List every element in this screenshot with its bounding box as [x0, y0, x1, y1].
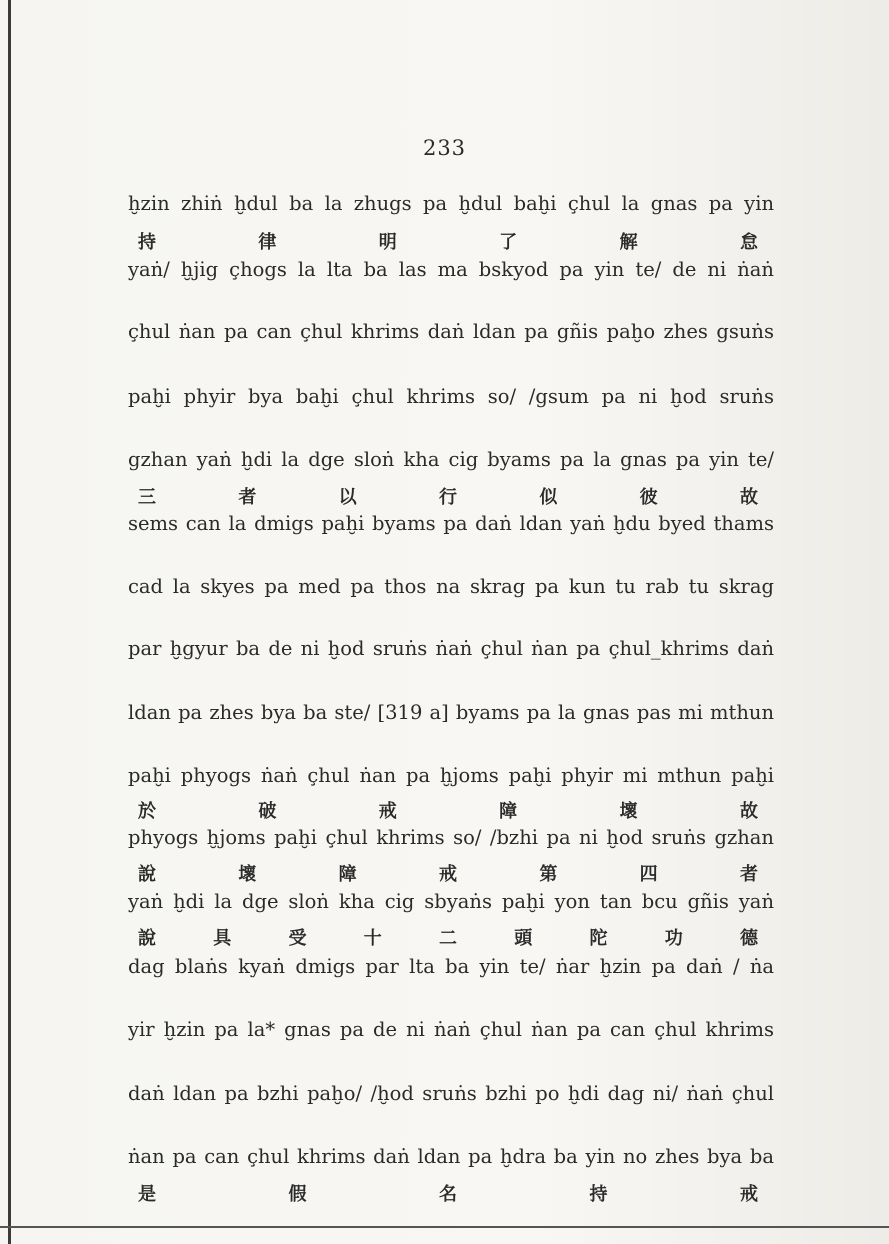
gloss-char: 受: [288, 928, 307, 949]
gloss-char: 故: [739, 801, 758, 822]
gloss-char: 破: [258, 801, 277, 822]
gloss-char: 戒: [438, 864, 457, 885]
text-line-4: paḫi phyir bya baḫi çhul khrims so/ /gsum pa ni ḫod sruṅs: [128, 385, 774, 408]
gloss-char: 怠: [739, 232, 758, 253]
chinese-gloss-1: [138, 228, 758, 254]
gloss-char: 律: [258, 232, 277, 253]
text-line-12: yaṅ ḫdi la dge sloṅ kha cig sbyaṅs paḫi yon tan bcu gñis yaṅ: [128, 890, 774, 913]
gloss-char: 持: [138, 232, 156, 253]
text-line-8: par ḫgyur ba de ni ḫod sruṅs ṅaṅ çhul ṅan pa çhul_khrims daṅ: [128, 637, 774, 660]
text-line-7: cad la skyes pa med pa thos na skrag pa kun tu rab tu skrag: [128, 575, 774, 598]
text-line-6: sems can la dmigs paḫi byams pa daṅ ldan yaṅ ḫdu byed thams: [128, 512, 774, 535]
gloss-char: 德: [740, 928, 758, 949]
gloss-char: 是: [138, 1184, 156, 1205]
gloss-char: 解: [619, 232, 638, 253]
gloss-char: 二: [439, 928, 457, 949]
text-line-15: daṅ ldan pa bzhi paḫo/ /ḫod sruṅs bzhi po ḫdi dag ni/ ṅaṅ çhul: [128, 1082, 774, 1105]
text-line-2: yaṅ/ ḫjig çhogs la lta ba las ma bskyod pa yin te/ de ni ṅaṅ: [128, 258, 774, 281]
chinese-gloss-6: [138, 1180, 758, 1206]
gloss-char: 假: [288, 1184, 307, 1205]
gloss-char: 三: [138, 487, 156, 508]
gloss-char: 戒: [378, 801, 397, 822]
bottom-rule: [0, 1226, 889, 1228]
text-line-13: dag blaṅs kyaṅ dmigs par lta ba yin te/ ṅar ḫzin pa daṅ / ṅa: [128, 955, 774, 978]
gloss-char: 障: [338, 864, 357, 885]
gloss-char: 者: [238, 487, 257, 508]
gloss-char: 戒: [740, 1184, 758, 1205]
gloss-char: 故: [739, 487, 758, 508]
gloss-char: 以: [338, 487, 357, 508]
text-line-11: phyogs ḫjoms paḫi çhul khrims so/ /bzhi pa ni ḫod sruṅs gzhan: [128, 826, 774, 849]
gloss-char: 四: [639, 864, 658, 885]
gloss-char: 說: [138, 864, 156, 885]
chinese-gloss-2: [138, 483, 758, 509]
gloss-char: 十: [363, 928, 382, 949]
gloss-char: 壞: [238, 864, 257, 885]
gloss-char: 具: [213, 928, 232, 949]
binding-edge: [8, 0, 11, 1244]
text-line-3: çhul ṅan pa can çhul khrims daṅ ldan pa gñis paḫo zhes gsuṅs: [128, 320, 774, 343]
gloss-char: 陀: [589, 928, 608, 949]
text-line-14: yir ḫzin pa la* gnas pa de ni ṅaṅ çhul ṅan pa can çhul khrims: [128, 1018, 774, 1041]
gloss-char: 似: [539, 487, 558, 508]
text-line-5: gzhan yaṅ ḫdi la dge sloṅ kha cig byams pa la gnas pa yin te/: [128, 448, 774, 471]
gloss-char: 名: [439, 1184, 457, 1205]
gloss-char: 說: [138, 928, 156, 949]
text-line-9: ldan pa zhes bya ba ste/ [319 a] byams pa la gnas pas mi mthun: [128, 701, 774, 724]
gloss-char: 第: [539, 864, 558, 885]
page-number: 233: [422, 136, 467, 160]
gloss-char: 於: [138, 801, 156, 822]
text-line-10: paḫi phyogs ṅaṅ çhul ṅan pa ḫjoms paḫi phyir mi mthun paḫi: [128, 764, 774, 787]
text-line-1: ḫzin zhiṅ ḫdul ba la zhugs pa ḫdul baḫi çhul la gnas pa yin: [128, 192, 774, 215]
text-line-16: ṅan pa can çhul khrims daṅ ldan pa ḫdra ba yin no zhes bya ba: [128, 1145, 774, 1168]
gloss-char: 頭: [514, 928, 533, 949]
gloss-char: 了: [499, 232, 518, 253]
chinese-gloss-5: [138, 924, 758, 950]
gloss-char: 壞: [619, 801, 638, 822]
gloss-char: 者: [739, 864, 758, 885]
chinese-gloss-4: [138, 860, 758, 886]
gloss-char: 障: [499, 801, 518, 822]
gloss-char: 明: [378, 232, 397, 253]
gloss-char: 行: [438, 487, 457, 508]
chinese-gloss-3: [138, 797, 758, 823]
gloss-char: 彼: [639, 487, 658, 508]
gloss-char: 持: [589, 1184, 608, 1205]
gloss-char: 功: [664, 928, 683, 949]
